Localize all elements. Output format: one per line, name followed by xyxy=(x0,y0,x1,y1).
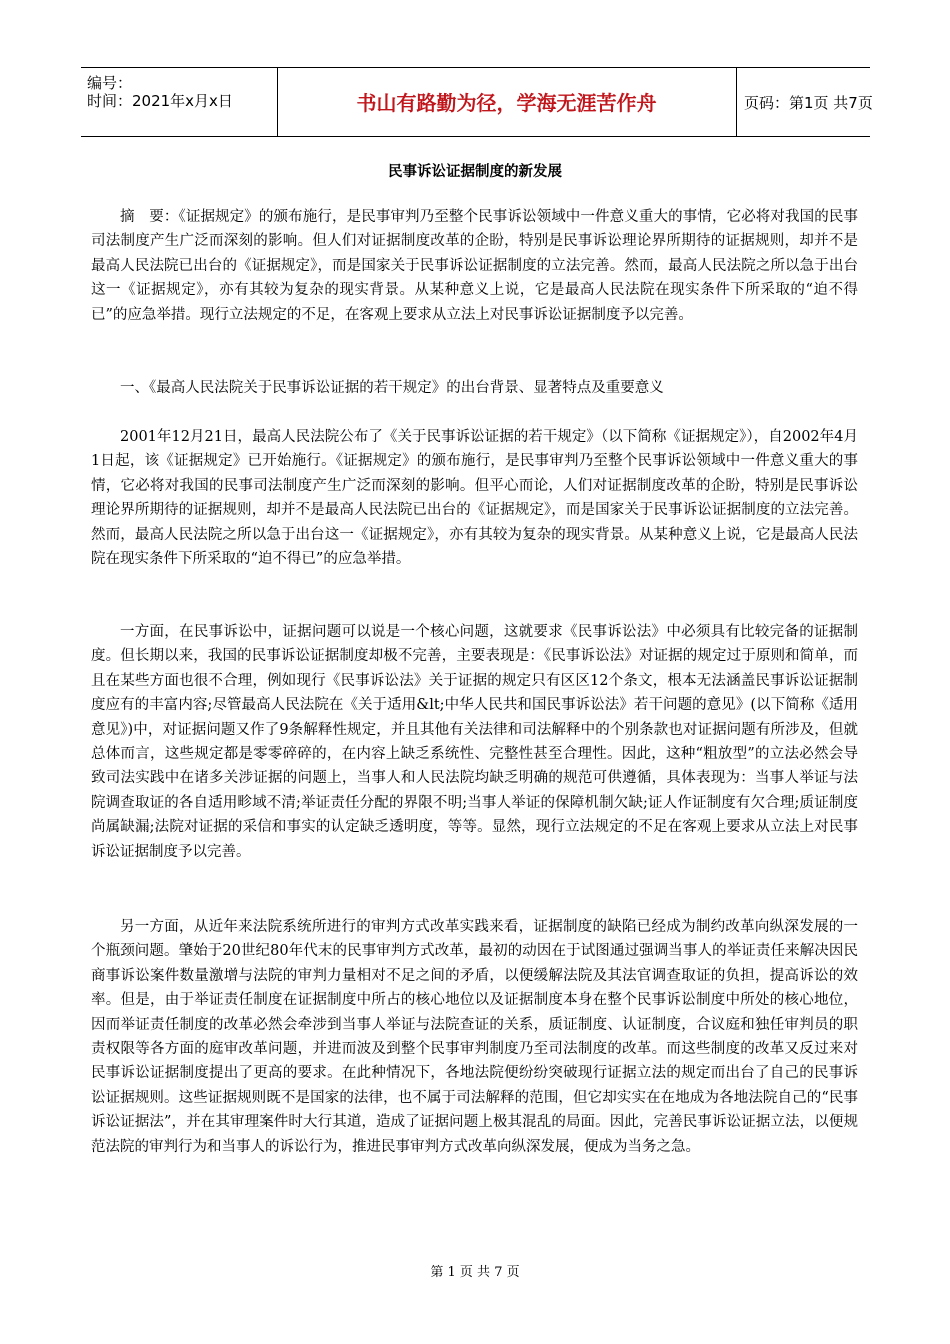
header-right-cell xyxy=(736,68,873,136)
abstract-paragraph: 摘 要：《证据规定》的颁布施行，是民事审判乃至整个民事诉讼领域中一件意义重大的事情，它必将对我国的民事司法制度产生广泛而深刻的影响。但人们对证据制度改革的企盼，特别是民事诉讼理论界所期待的证据规则，却并不是最高人民法院已出台的《证据规定》，而是国家关于民事诉讼证据制度的立法完善。然而，最高人民法院之所以急于出台这一《证据规定》，亦有其较为复杂的现实背景。从某种意义上说，它是最高人民法院在现实条件下所采取的“迫不得已”的应急举措。现行立法规定的不足，在客观上要求从立法上对民事诉讼证据制度予以完善。 xyxy=(91,209,858,323)
section-heading: 一、《最高人民法院关于民事诉讼证据的若干规定》的出台背景、显著特点及重要意义 xyxy=(120,380,664,396)
header-middle-cell xyxy=(277,68,737,136)
body-paragraph-1: 2001年12月21日，最高人民法院公布了《关于民事诉讼证据的若干规定》（以下简称《证据规定》），自2002年4月1日起，该《证据规定》已开始施行。《证据规定》的颁布施行，是民事审判乃至整个民事诉讼领域中一件意义重大的事情，它必将对我国的民事司法制度产生广泛而深刻的影响。但平心而论，人们对证据制度改革的企盼，特别是民事诉讼理论界所期待的证据规则，却并不是最高人民法院已出台的《证据规定》，而是国家关于民事诉讼证据制度的立法完善。然而，最高人民法院之所以急于出台这一《证据规定》，亦有其较为复杂的现实背景。从某种意义上说，它是最高人民法院在现实条件下所采取的“迫不得已”的应急举措。 xyxy=(91,429,858,568)
time-label: 时间：2021年x月x日 xyxy=(87,92,233,110)
page-code: 页码：第1页 共7页 xyxy=(744,94,873,112)
footer-page-number: 第 1 页 共 7 页 xyxy=(430,1265,520,1280)
page-footer xyxy=(0,1265,950,1281)
body-paragraph-3: 另一方面，从近年来法院系统所进行的审判方式改革实践来看，证据制度的缺陷已经成为制约改革向纵深发展的一个瓶颈问题。肇始于20世纪80年代末的民事审判方式改革，最初的动因在于试图通过强调当事人的举证责任来解决因民商事诉讼案件数量激增与法院的审判力量相对不足之间的矛盾，以便缓解法院及其法官调查取证的负担，提高诉讼的效率。但是，由于举证责任制度在证据制度中所占的核心地位以及证据制度本身在整个民事诉讼制度中所处的核心地位，因而举证责任制度的改革必然会牵涉到当事人举证与法院查证的关系，质证制度、认证制度，合议庭和独任审判员的职责权限等各方面的庭审改革问题，并进而波及到整个民事审判制度乃至司法制度的改革。而这些制度的改革又反过来对民事诉讼证据制度提出了更高的要求。在此种情况下，各地法院便纷纷突破现行证据立法的规定而出台了自己的民事诉讼证据规则。这些证据规则既不是国家的法律，也不属于司法解释的范围，但它却实实在在地成为各地法院自己的“民事诉讼证据法”，并在其审理案件时大行其道，造成了证据问题上极其混乱的局面。因此，完善民事诉讼证据立法，以便规范法院的审判行为和当事人的诉讼行为，推进民事审判方式改革向纵深发展，便成为当务之急。 xyxy=(91,919,858,1155)
document-title: 民事诉讼证据制度的新发展 xyxy=(388,164,562,180)
document-header xyxy=(81,67,873,137)
number-label: 编号： xyxy=(87,74,133,92)
motto-text: 书山有路勤为径，学海无涯苦作舟 xyxy=(356,91,657,115)
body-paragraph-2: 一方面，在民事诉讼中，证据问题可以说是一个核心问题，这就要求《民事诉讼法》中必须具有比较完备的证据制度。但长期以来，我国的民事诉讼证据制度却极不完善，主要表现是：《民事诉讼法》对证据的规定过于原则和简单，而且在某些方面也很不合理，例如现行《民事诉讼法》关于证据的规定只有区区12个条文，根本无法涵盖民事诉讼证据制度应有的丰富内容;尽管最高人民法院在《关于适用&lt;中华人民共和国民事诉讼法》若干问题的意见》(以下简称《适用意见》)中，对证据问题又作了9条解释性规定，并且其他有关法律和司法解释中的个别条款也对证据问题有所涉及，但就总体而言，这些规定都是零零碎碎的，在内容上缺乏系统性、完整性甚至合理性。因此，这种“粗放型”的立法必然会导致司法实践中在诸多关涉证据的问题上，当事人和人民法院均缺乏明确的规范可供遵循，具体表现为：当事人举证与法院调查取证的各自适用畛域不清;举证责任分配的界限不明;当事人举证的保障机制欠缺;证人作证制度有欠合理;质证制度尚属缺漏;法院对证据的采信和事实的认定缺乏透明度，等等。显然，现行立法规定的不足在客观上要求从立法上对民事诉讼证据制度予以完善。 xyxy=(91,624,858,860)
header-left-cell xyxy=(81,68,278,136)
